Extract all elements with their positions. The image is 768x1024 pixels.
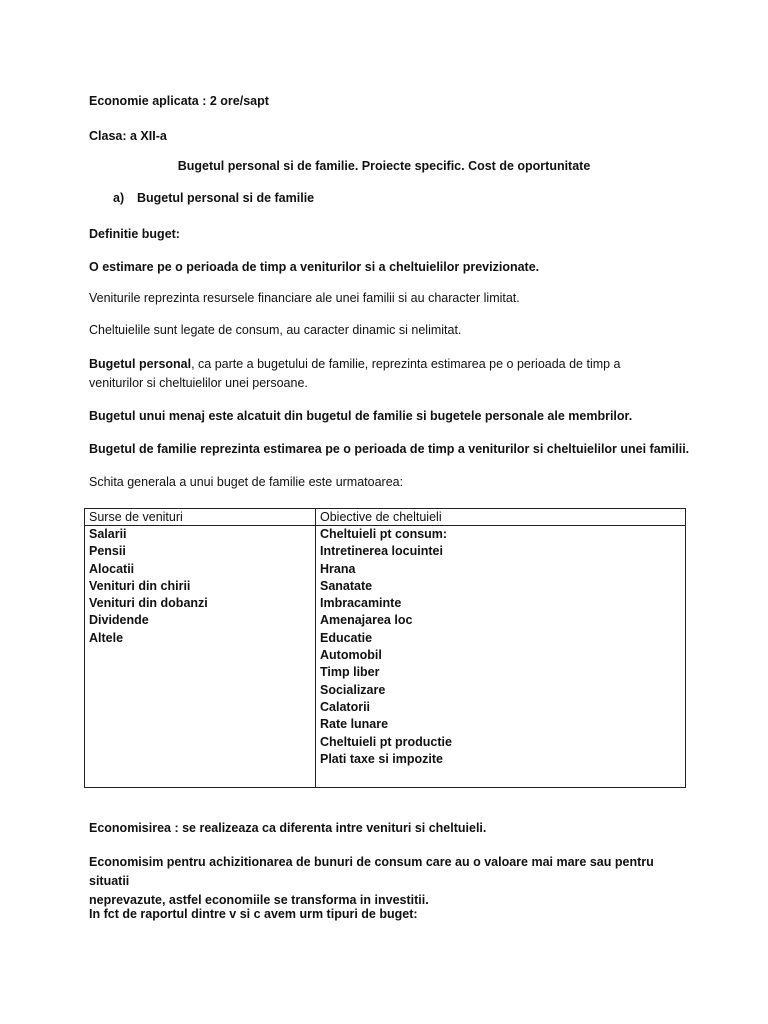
buget-menaj-paragraph: Bugetul unui menaj este alcatuit din bugetul de familie si bugetele personale ale membrilor. <box>89 409 633 423</box>
list-item: Socializare <box>320 682 386 697</box>
class-line: Clasa: a XII-a <box>89 129 167 143</box>
list-item: Plati taxe si impozite <box>320 751 443 766</box>
list-item: Educatie <box>320 630 373 645</box>
income-sources-cell <box>85 526 316 788</box>
list-item: Sanatate <box>320 578 373 593</box>
table-header-row <box>85 509 686 526</box>
list-item: Venituri din chirii <box>89 578 191 593</box>
document-title: Bugetul personal si de familie. Proiecte specific. Cost de oportunitate <box>177 159 591 173</box>
list-item: Rate lunare <box>320 717 389 732</box>
economisim-paragraph <box>89 853 679 910</box>
economisim-line1: Economisim pentru achizitionarea de bunuri de consum care au o valoare mai mare sau pentru situatii <box>89 855 654 888</box>
definition-text: O estimare pe o perioada de timp a veniturilor si a cheltuielilor previzionate. <box>89 260 540 274</box>
table-body-row <box>85 526 686 788</box>
schita-paragraph: Schita generala a unui buget de familie este urmatoarea: <box>89 475 404 489</box>
list-item: Amenajarea loc <box>320 613 413 628</box>
expense-column-header: Obiective de cheltuieli <box>316 509 686 526</box>
budget-table <box>84 508 686 788</box>
list-item: Venituri din dobanzi <box>89 596 208 611</box>
subject-line: Economie aplicata : 2 ore/sapt <box>89 94 269 108</box>
list-item: Cheltuieli pt productie <box>320 734 452 749</box>
definition-heading: Definitie buget: <box>89 227 180 241</box>
economisim-line2: neprevazute, astfel economiile se transforma in investitii. <box>89 893 429 907</box>
list-item: Intretinerea locuintei <box>320 544 443 559</box>
list-item: Alocatii <box>89 561 135 576</box>
cheltuieli-paragraph: Cheltuielile sunt legate de consum, au caracter dinamic si nelimitat. <box>89 323 462 337</box>
list-item: Hrana <box>320 561 356 576</box>
list-item: Imbracaminte <box>320 596 402 611</box>
buget-personal-rest: , ca parte a bugetului de familie, reprezinta estimarea pe o perioada de timp a <box>191 357 621 371</box>
list-item: Automobil <box>320 648 382 663</box>
section-a-heading <box>113 191 314 205</box>
list-item: Salarii <box>89 527 127 541</box>
section-a-label: Bugetul personal si de familie <box>137 191 315 205</box>
buget-personal-line2: veniturilor si cheltuielilor unei persoane. <box>89 376 308 390</box>
tipuri-paragraph: In fct de raportul dintre v si c avem urm tipuri de buget: <box>89 907 418 921</box>
venituri-paragraph: Veniturile reprezinta resursele financiare ale unei familii si au character limitat. <box>89 291 520 305</box>
list-item: Cheltuieli pt consum: <box>320 527 448 541</box>
list-item: Dividende <box>89 613 149 628</box>
list-item: Altele <box>89 630 124 645</box>
expense-goals-cell <box>316 526 686 788</box>
economisirea-paragraph: Economisirea : se realizeaza ca diferenta intre venituri si cheltuieli. <box>89 821 487 835</box>
buget-personal-term: Bugetul personal <box>89 357 192 371</box>
buget-familie-paragraph: Bugetul de familie reprezinta estimarea pe o perioada de timp a veniturilor si cheltuielilor unei familii. <box>89 442 690 456</box>
list-item: Pensii <box>89 544 126 559</box>
list-item: Calatorii <box>320 699 371 714</box>
income-column-header: Surse de venituri <box>85 509 316 526</box>
buget-personal-paragraph <box>89 355 679 393</box>
list-marker: a) <box>113 191 125 205</box>
list-item: Timp liber <box>320 665 380 680</box>
